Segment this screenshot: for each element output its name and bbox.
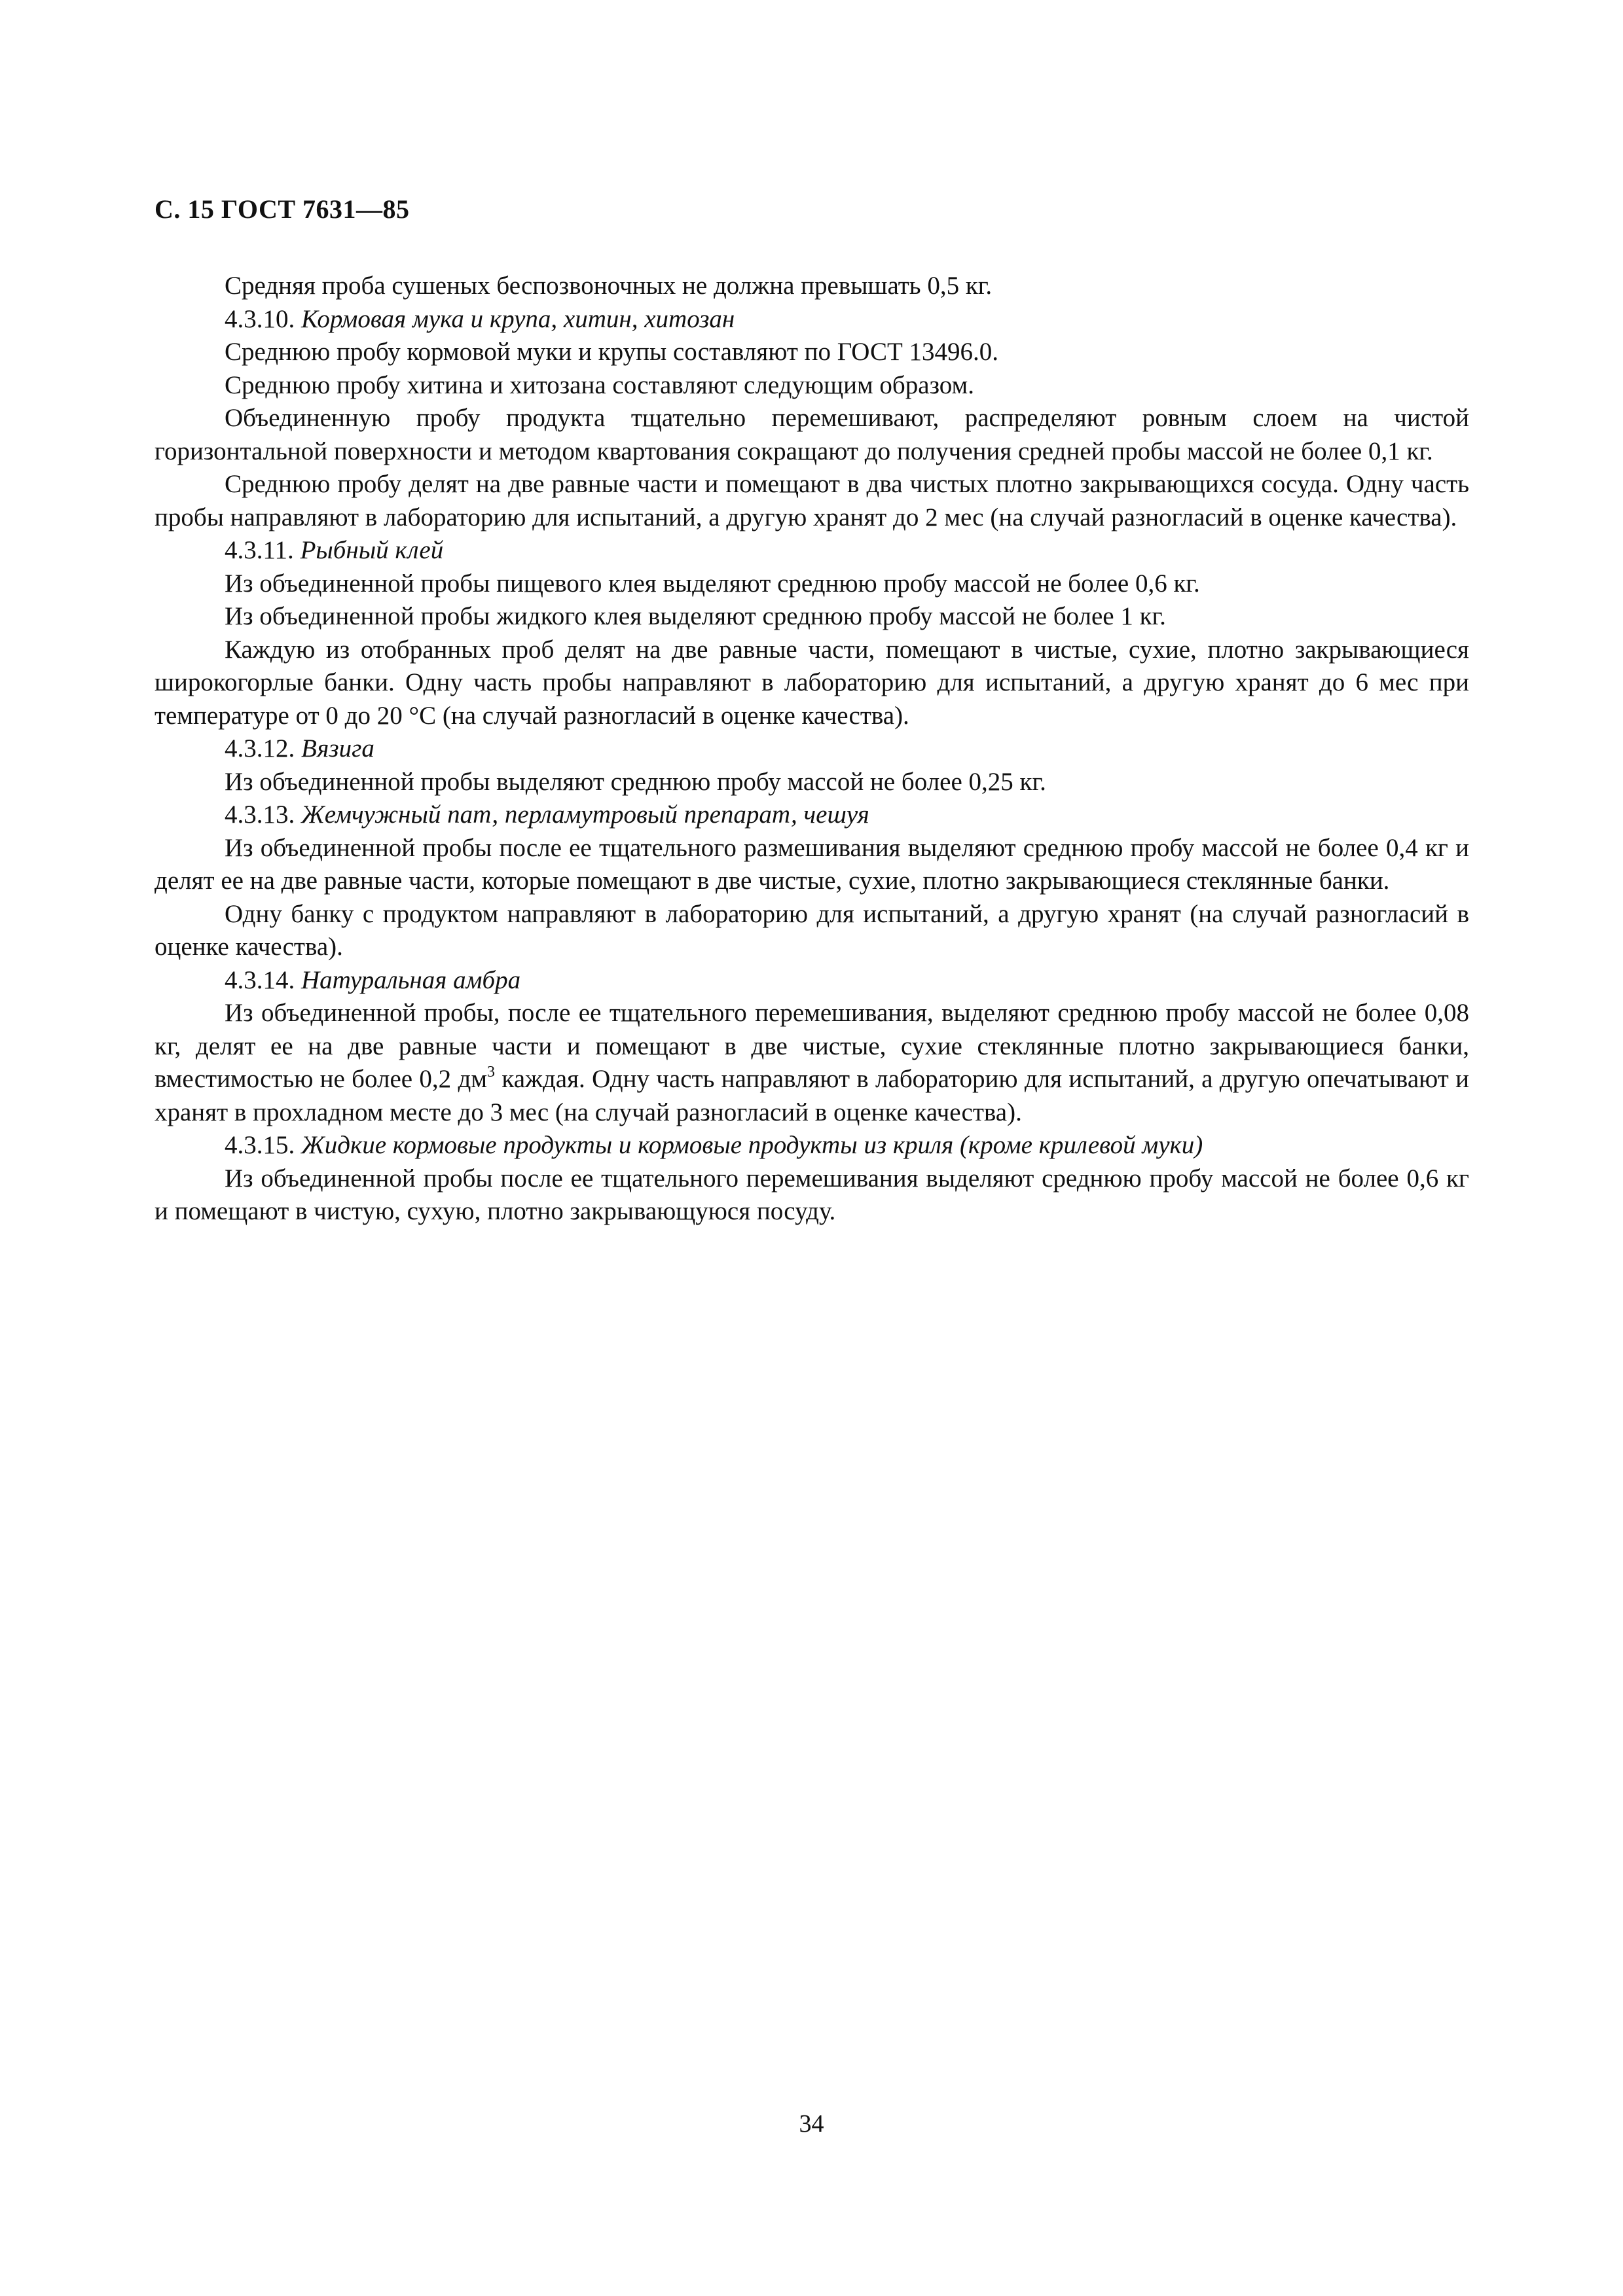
section-title: Натуральная амбра [301,965,521,994]
paragraph: Одну банку с продуктом направляют в лабораторию для испытаний, а другую хранят (на случай разногласий в оценке качества). [155,899,1469,961]
section-heading-4-3-14 [155,964,1469,997]
superscript: 3 [487,1064,496,1081]
paragraph: Среднюю пробу кормовой муки и крупы составляют по ГОСТ 13496.0. [225,338,999,366]
section-number: 4.3.11. [225,536,294,564]
section-title: Рыбный клей [300,536,444,564]
section-number: 4.3.13. [225,800,295,829]
paragraph: Из объединенной пробы после ее тщательного размешивания выделяют среднюю пробу массой не более 0,4 кг и делят ее на две равные части, которые помещают в две чистые, сухие, плотно закрывающиеся стеклянные банки. [155,833,1469,895]
page-number: 34 [799,2110,824,2138]
section-number: 4.3.15. [225,1131,295,1159]
section-heading-4-3-10 [155,303,1469,336]
paragraph: Из объединенной пробы жидкого клея выделяют среднюю пробу массой не более 1 кг. [225,602,1166,630]
page-header: С. 15 ГОСТ 7631—85 [155,194,410,224]
paragraph-text: Из объединенной пробы, после ее тщательного перемешивания, выделяют среднюю пробу массой не более 0,08 кг, делят ее на две равные части и помещают в две чистые, сухие стеклянные плотно закрывающиеся банки, вместимостью не более 0,2 дм [155,999,1469,1093]
section-heading-4-3-13 [155,798,1469,832]
section-heading-4-3-11 [155,534,1469,567]
section-title: Жемчужный пат, перламутровый препарат, чешуя [301,800,869,829]
paragraph: Среднюю пробу хитина и хитозана составляют следующим образом. [225,370,974,399]
paragraph: Из объединенной пробы выделяют среднюю пробу массой не более 0,25 кг. [225,767,1046,796]
section-title: Вязига [301,734,374,762]
paragraph: Средняя проба сушеных беспозвоночных не должна превышать 0,5 кг. [225,272,993,300]
paragraph [155,997,1469,1129]
paragraph: Объединенную пробу продукта тщательно перемешивают, распределяют ровным слоем на чистой горизонтальной поверхности и методом квартования сокращают до получения средней пробы массой не более 0,1 кг. [155,404,1469,465]
section-heading-4-3-15 [155,1129,1469,1162]
paragraph: Каждую из отобранных проб делят на две равные части, помещают в чистые, сухие, плотно закрывающиеся широкогорлые банки. Одну часть пробы направляют в лабораторию для испытаний, а другую хранят до 6 мес при температуре от 0 до 20 °С (на случай разногласий в оценке качества). [155,635,1469,730]
paragraph: Из объединенной пробы пищевого клея выделяют среднюю пробу массой не более 0,6 кг. [225,569,1200,598]
paragraph: Из объединенной пробы после ее тщательного перемешивания выделяют среднюю пробу массой не более 0,6 кг и помещают в чистую, сухую, плотно закрывающуюся посуду. [155,1164,1469,1225]
section-title: Кормовая мука и крупа, хитин, хитозан [301,304,735,333]
document-body [155,270,1469,1229]
section-heading-4-3-12 [155,732,1469,766]
paragraph: Среднюю пробу делят на две равные части и помещают в два чистых плотно закрывающихся сосуда. Одну часть пробы направляют в лабораторию для испытаний, а другую хранят до 2 мес (на случай разногласий в оценке качества). [155,470,1469,531]
section-title: Жидкие кормовые продукты и кормовые продукты из криля (кроме крилевой муки) [301,1131,1203,1159]
paragraph-text: каждая. Одну часть направляют в лабораторию для испытаний, а другую опечатывают и хранят в прохладном месте до 3 мес (на случай разногласий в оценке качества). [155,1065,1469,1126]
section-number: 4.3.10. [225,304,295,333]
section-number: 4.3.12. [225,734,295,762]
section-number: 4.3.14. [225,965,295,994]
